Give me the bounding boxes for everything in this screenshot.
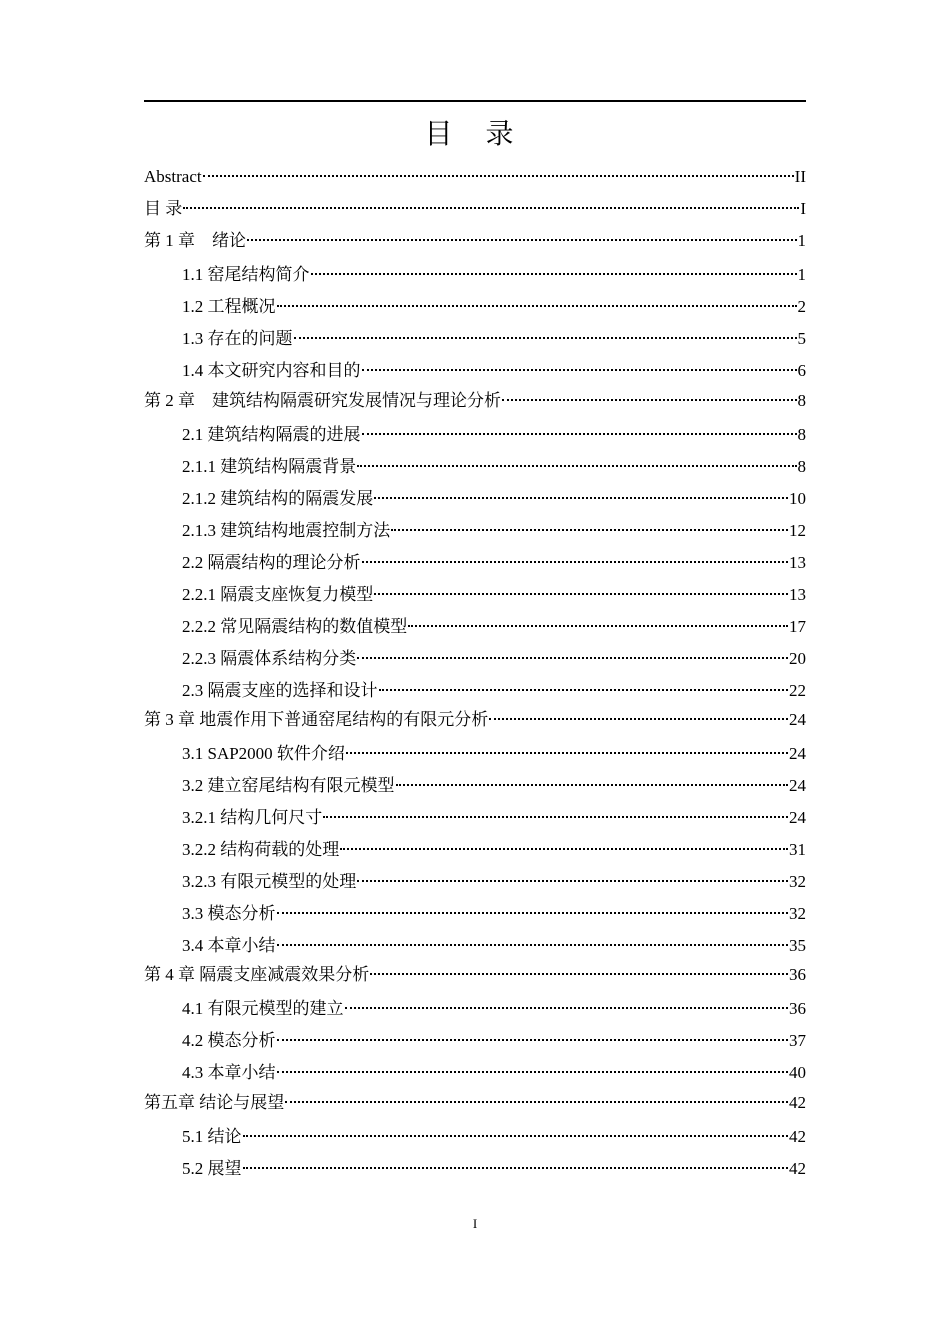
dot-leader	[277, 1071, 789, 1073]
toc-entry-label: 1.4 本文研究内容和目的	[182, 361, 361, 380]
toc-entry-label: 2.2.1 隔震支座恢复力模型	[182, 585, 374, 604]
toc-entry[interactable]	[144, 931, 806, 961]
dot-leader	[243, 1135, 789, 1137]
toc-entry-page: 42	[789, 1127, 806, 1146]
toc-entry[interactable]	[144, 771, 806, 801]
toc-entry-label: 5.1 结论	[182, 1127, 242, 1146]
toc-entry[interactable]	[144, 994, 806, 1024]
toc-entry-label: 2.1.1 建筑结构隔震背景	[182, 457, 357, 476]
toc-entry-page: 20	[789, 649, 806, 668]
toc-entry-page: II	[794, 167, 806, 186]
toc-entry[interactable]	[144, 580, 806, 610]
dot-leader	[391, 529, 788, 531]
toc-entry-label: 第 3 章 地震作用下普通窑尾结构的有限元分析	[144, 710, 489, 729]
toc-entry-page: 24	[789, 776, 806, 795]
toc-entry[interactable]	[144, 676, 806, 706]
toc-entry[interactable]	[144, 1026, 806, 1056]
toc-entry-page: 22	[789, 681, 806, 700]
dot-leader	[357, 657, 788, 659]
toc-entry-page: 37	[789, 1031, 806, 1050]
toc-entry-label: 2.2.2 常见隔震结构的数值模型	[182, 617, 408, 636]
toc-entry[interactable]	[144, 1122, 806, 1152]
toc-entry[interactable]	[144, 162, 806, 192]
dot-leader	[203, 175, 794, 177]
toc-entry[interactable]	[144, 194, 806, 224]
toc-entry-page: 2	[797, 297, 806, 316]
dot-leader	[489, 718, 788, 720]
toc-entry[interactable]	[144, 292, 806, 322]
toc-entry[interactable]	[144, 1058, 806, 1088]
toc-entry[interactable]	[144, 644, 806, 674]
toc-entry[interactable]	[144, 484, 806, 514]
toc-entry-page: 36	[789, 999, 806, 1018]
toc-entry-label: 3.2.1 结构几何尺寸	[182, 808, 323, 827]
toc-entry-label: 3.2.3 有限元模型的处理	[182, 872, 357, 891]
dot-leader	[379, 689, 789, 691]
toc-entry-label: 4.2 模态分析	[182, 1031, 276, 1050]
toc-entry-page: 35	[789, 936, 806, 955]
toc-entry[interactable]	[144, 1154, 806, 1184]
dot-leader	[294, 337, 797, 339]
toc-entry-page: 6	[797, 361, 806, 380]
toc-entry-label: 2.1 建筑结构隔震的进展	[182, 425, 361, 444]
toc-entry-label: 5.2 展望	[182, 1159, 242, 1178]
dot-leader	[408, 625, 788, 627]
toc-entry-page: 24	[789, 744, 806, 763]
toc-entry-page: 13	[789, 585, 806, 604]
toc-entry-page: 24	[789, 808, 806, 827]
toc-entry-page: 8	[797, 457, 806, 476]
toc-entry-page: 42	[789, 1159, 806, 1178]
dot-leader	[277, 944, 789, 946]
dot-leader	[370, 973, 788, 975]
toc-entry-page: 8	[797, 425, 806, 444]
toc-entry-label: 第 4 章 隔震支座减震效果分析	[144, 965, 370, 984]
toc-entry-page: 32	[789, 872, 806, 891]
dot-leader	[311, 273, 797, 275]
toc-entry-label: 4.1 有限元模型的建立	[182, 999, 344, 1018]
toc-entry[interactable]	[144, 867, 806, 897]
toc-entry[interactable]	[144, 803, 806, 833]
toc-entry[interactable]	[144, 452, 806, 482]
toc-entry-label: 2.2 隔震结构的理论分析	[182, 553, 361, 572]
dot-leader	[277, 305, 797, 307]
toc-entry-label: 第 1 章 绪论	[144, 231, 246, 250]
page-title: 目 录	[424, 117, 526, 150]
toc-entry-label: 2.3 隔震支座的选择和设计	[182, 681, 378, 700]
toc-entry-page: 8	[797, 391, 806, 410]
dot-leader	[357, 465, 796, 467]
toc-entry-label: 3.4 本章小结	[182, 936, 276, 955]
toc-entry-label: 第五章 结论与展望	[144, 1093, 285, 1112]
toc-entry-label: 1.3 存在的问题	[182, 329, 293, 348]
dot-leader	[243, 1167, 789, 1169]
toc-entry-page: 5	[797, 329, 806, 348]
toc-entry-label: 1.1 窑尾结构简介	[182, 265, 310, 284]
toc-entry-label: 3.2.2 结构荷载的处理	[182, 840, 340, 859]
toc-entry[interactable]	[144, 1088, 806, 1118]
toc-entry[interactable]	[144, 960, 806, 990]
toc-entry-label: 1.2 工程概况	[182, 297, 276, 316]
toc-entry-page: 13	[789, 553, 806, 572]
toc-entry-page: I	[800, 199, 806, 218]
dot-leader	[502, 399, 797, 401]
dot-leader	[183, 207, 799, 209]
toc-entry-label: 2.1.3 建筑结构地震控制方法	[182, 521, 391, 540]
toc-entry-label: 2.2.3 隔震体系结构分类	[182, 649, 357, 668]
toc-entry[interactable]	[144, 899, 806, 929]
toc-entry-page: 1	[797, 231, 806, 250]
toc-entry[interactable]	[144, 226, 806, 256]
toc-entry-page: 1	[797, 265, 806, 284]
dot-leader	[323, 816, 788, 818]
toc-entry-page: 31	[789, 840, 806, 859]
dot-leader	[340, 848, 788, 850]
dot-leader	[345, 1007, 789, 1009]
toc-entry[interactable]	[144, 835, 806, 865]
toc-entry[interactable]	[144, 356, 806, 386]
toc-entry-label: 4.3 本章小结	[182, 1063, 276, 1082]
toc-entry[interactable]	[144, 705, 806, 735]
toc-entry-page: 40	[789, 1063, 806, 1082]
top-rule	[144, 100, 806, 102]
dot-leader	[374, 593, 788, 595]
toc-entry-label: 3.1 SAP2000 软件介绍	[182, 744, 345, 763]
toc-entry-label: 第 2 章 建筑结构隔震研究发展情况与理论分析	[144, 391, 501, 410]
toc-entry-label: 目 录	[144, 199, 183, 218]
dot-leader	[277, 1039, 789, 1041]
toc-entry-label: 3.2 建立窑尾结构有限元模型	[182, 776, 395, 795]
toc-entry-page: 24	[789, 710, 806, 729]
toc-entry[interactable]	[144, 516, 806, 546]
dot-leader	[346, 752, 788, 754]
toc-entry-page: 42	[789, 1093, 806, 1112]
dot-leader	[374, 497, 788, 499]
toc-entry[interactable]	[144, 386, 806, 416]
toc-entry-page: 36	[789, 965, 806, 984]
toc-entry-label: 2.1.2 建筑结构的隔震发展	[182, 489, 374, 508]
toc-entry[interactable]	[144, 260, 806, 290]
dot-leader	[357, 880, 788, 882]
dot-leader	[362, 561, 789, 563]
dot-leader	[277, 912, 789, 914]
toc-entry-label: Abstract	[144, 167, 202, 186]
dot-leader	[396, 784, 789, 786]
toc-entry[interactable]	[144, 612, 806, 642]
toc-entry-page: 10	[789, 489, 806, 508]
toc-entry-page: 12	[789, 521, 806, 540]
toc-entry-page: 17	[789, 617, 806, 636]
toc-entry-page: 32	[789, 904, 806, 923]
toc-entry[interactable]	[144, 739, 806, 769]
toc-entry-label: 3.3 模态分析	[182, 904, 276, 923]
toc-entry[interactable]	[144, 420, 806, 450]
toc-entry[interactable]	[144, 548, 806, 578]
dot-leader	[362, 433, 797, 435]
dot-leader	[247, 239, 797, 241]
toc-entry[interactable]	[144, 324, 806, 354]
dot-leader	[362, 369, 797, 371]
dot-leader	[285, 1101, 788, 1103]
footer-page-number: I	[472, 1216, 478, 1231]
